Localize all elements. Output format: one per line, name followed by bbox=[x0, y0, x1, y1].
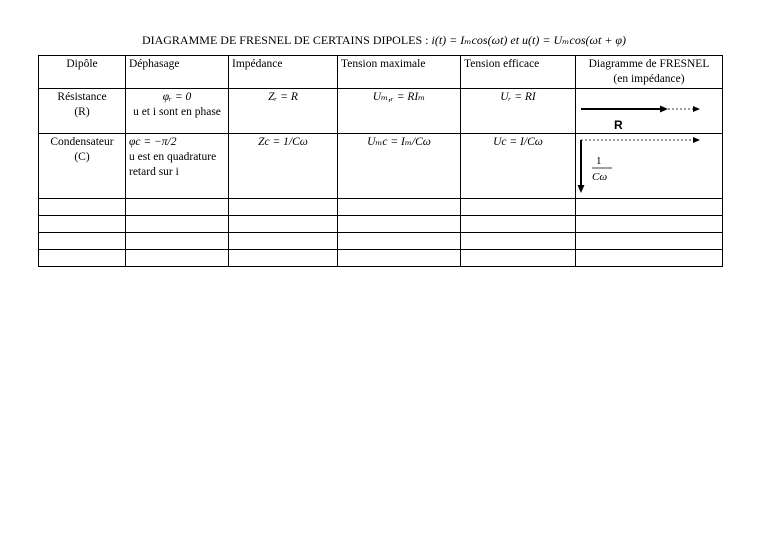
empty-row bbox=[39, 216, 723, 233]
impedance-cell: Zc = 1/Cω bbox=[229, 134, 338, 199]
dephasage-formula: φᵣ = 0 bbox=[162, 91, 192, 103]
header-dipole: Dipôle bbox=[39, 56, 126, 89]
fresnel-table bbox=[38, 55, 723, 267]
header-row bbox=[39, 56, 723, 89]
empty-row bbox=[39, 199, 723, 216]
page-title bbox=[0, 33, 768, 48]
tension-eff-cell: Uᵣ = RI bbox=[461, 89, 576, 134]
table-row bbox=[39, 89, 723, 134]
fresnel-diagram-c bbox=[576, 134, 722, 200]
table-row bbox=[39, 134, 723, 199]
axis-arrowhead bbox=[693, 137, 700, 143]
impedance-cell: Zᵣ = R bbox=[229, 89, 338, 134]
header-diagram: Diagramme de FRESNEL (en impédance) bbox=[576, 56, 723, 89]
diagram-cell bbox=[576, 89, 723, 134]
dephasage-formula: φc = −π/2 bbox=[129, 136, 177, 148]
label-c-den: Cω bbox=[592, 171, 608, 183]
dephasage-cell bbox=[126, 89, 229, 134]
diagram-cell bbox=[576, 134, 723, 199]
dephasage-cell bbox=[126, 134, 229, 199]
tension-max-cell: Uₘc = Iₘ/Cω bbox=[338, 134, 461, 199]
axis-arrowhead bbox=[693, 106, 700, 112]
title-formula: i(t) = Iₘcos(ωt) et u(t) = Uₘcos(ωt + φ) bbox=[431, 33, 627, 47]
label-r: R bbox=[614, 118, 623, 132]
arrowhead-c bbox=[578, 185, 585, 193]
tension-max-cell: Uₘ,ᵣ = RIₘ bbox=[338, 89, 461, 134]
dephasage-text: u est en quadrature retard sur i bbox=[129, 151, 217, 178]
header-impedance: Impédance bbox=[229, 56, 338, 89]
title-text: DIAGRAMME DE FRESNEL DE CERTAINS DIPOLES : bbox=[141, 33, 432, 47]
arrowhead-r bbox=[660, 106, 668, 113]
label-c-num: 1 bbox=[596, 155, 602, 167]
header-tension-max: Tension maximale bbox=[338, 56, 461, 89]
header-dephasage: Déphasage bbox=[126, 56, 229, 89]
header-tension-eff: Tension efficace bbox=[461, 56, 576, 89]
fresnel-diagram-r bbox=[576, 89, 722, 135]
dephasage-text: u et i sont en phase bbox=[133, 106, 221, 118]
empty-row bbox=[39, 233, 723, 250]
tension-eff-cell: Uc = I/Cω bbox=[461, 134, 576, 199]
dipole-cell: Résistance (R) bbox=[39, 89, 126, 134]
dipole-cell: Condensateur (C) bbox=[39, 134, 126, 199]
empty-row bbox=[39, 250, 723, 267]
